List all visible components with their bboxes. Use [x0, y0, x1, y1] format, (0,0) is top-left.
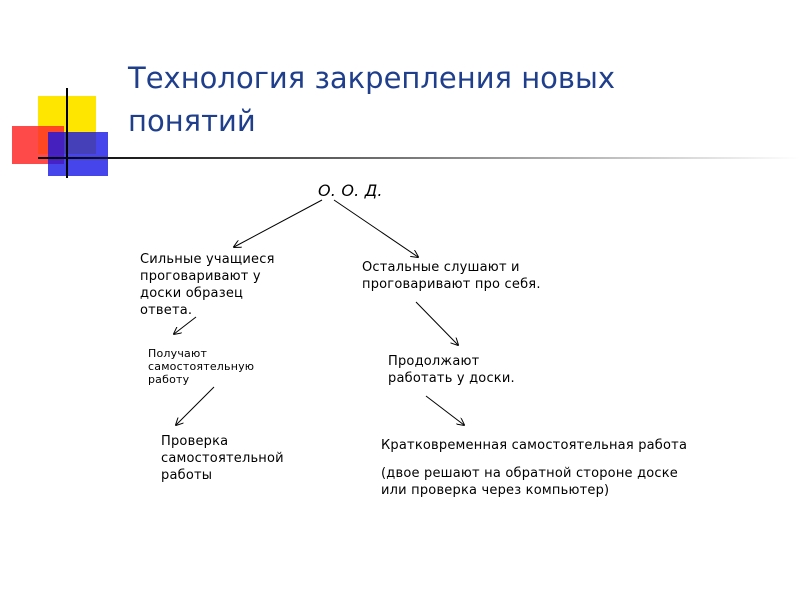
slide-title: Технология закрепления новых понятий: [128, 61, 616, 138]
arrow-continue-to-short-work: [426, 396, 464, 425]
arrow-others-to-continue: [416, 302, 458, 345]
node-short-work-note: (двое решают на обратной стороне доске или проверка через компьютер): [381, 466, 679, 498]
node-check: Проверка самостоятельной работы: [161, 434, 284, 483]
node-receive-work: Получают самостоятельную работу: [148, 347, 255, 386]
arrow-root-to-others: [334, 200, 418, 257]
node-continue: Продолжают работать у доски.: [388, 354, 515, 386]
arrow-root-to-strong: [234, 200, 322, 247]
arrow-strong-to-receive: [174, 317, 196, 334]
arrow-receive-to-check: [176, 387, 214, 425]
node-short-work: Кратковременная самостоятельная работа: [381, 438, 688, 453]
node-strong-students: Сильные учащиеся проговаривают у доски образец ответа.: [140, 252, 275, 318]
node-others: Остальные слушают и проговаривают про себя.: [362, 260, 541, 292]
node-root: О. О. Д.: [318, 181, 383, 200]
